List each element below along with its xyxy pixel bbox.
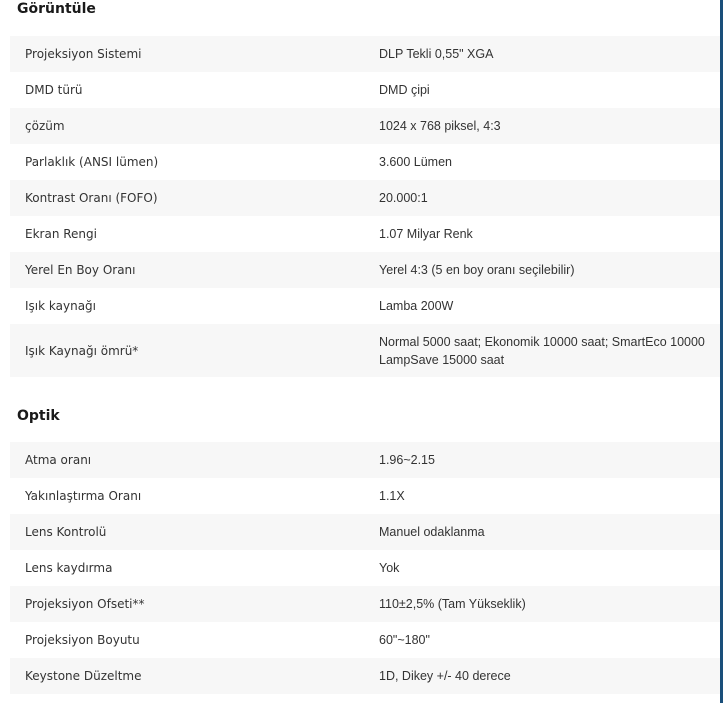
spec-value: 3.600 Lümen [379,155,452,169]
spec-value-line: Normal 5000 saat; Ekonomik 10000 saat; SmartEco 10000 [379,334,705,349]
spec-label: Keystone Düzeltme [25,669,142,683]
spec-row-light-source-life [10,324,720,377]
spec-value: Lamba 200W [379,299,454,313]
spec-row-contrast [10,180,720,216]
optics-spec-table [10,442,720,694]
spec-value: 60"~180" [379,633,430,647]
spec-value: Yok [379,561,400,575]
spec-label: Projeksiyon Sistemi [25,47,142,61]
spec-row-throw-ratio [10,442,720,478]
display-section-title: Görüntüle [17,1,96,17]
spec-value-line: LampSave 15000 saat [379,352,505,367]
spec-label: Ekran Rengi [25,227,97,241]
spec-value: 110±2,5% (Tam Yükseklik) [379,597,526,611]
spec-row-lens-shift [10,550,720,586]
spec-label: Işık kaynağı [25,299,96,313]
spec-value: 1.96~2.15 [379,453,435,467]
spec-row-zoom-ratio [10,478,720,514]
spec-value: DMD çipi [379,83,430,97]
spec-value: 1.07 Milyar Renk [379,227,473,241]
spec-row-projection-system [10,36,720,72]
optics-section [0,400,720,683]
spec-label: Parlaklık (ANSI lümen) [25,155,159,169]
spec-label: Projeksiyon Ofseti** [25,597,145,611]
spec-label: Lens kaydırma [25,561,113,575]
spec-row-lens-control [10,514,720,550]
spec-value: 1D, Dikey +/- 40 derece [379,669,511,683]
spec-row-aspect-ratio [10,252,720,288]
spec-label: DMD türü [25,83,83,97]
spec-row-dmd-type [10,72,720,108]
spec-value: 1.1X [379,489,405,503]
spec-row-display-color [10,216,720,252]
spec-value: Manuel odaklanma [379,525,485,539]
optics-section-title: Optik [17,408,60,424]
spec-value: 1024 x 768 piksel, 4:3 [379,119,501,133]
spec-label: çözüm [25,119,65,133]
spec-label: Atma oranı [25,453,92,467]
spec-row-keystone [10,658,720,694]
display-spec-table [10,36,720,377]
spec-row-brightness [10,144,720,180]
spec-label: Işık Kaynağı ömrü* [25,343,139,358]
spec-value: 20.000:1 [379,191,428,205]
spec-value [379,333,720,369]
spec-value: DLP Tekli 0,55" XGA [379,47,494,61]
spec-value: Yerel 4:3 (5 en boy oranı seçilebilir) [379,263,575,277]
spec-label: Yakınlaştırma Oranı [25,489,142,503]
spec-label: Yerel En Boy Oranı [25,263,136,277]
spec-row-resolution [10,108,720,144]
spec-label: Lens Kontrolü [25,525,107,539]
spec-row-light-source [10,288,720,324]
spec-row-projection-offset [10,586,720,622]
spec-row-projection-size [10,622,720,658]
spec-label: Kontrast Oranı (FOFO) [25,191,158,205]
spec-label: Projeksiyon Boyutu [25,633,140,647]
